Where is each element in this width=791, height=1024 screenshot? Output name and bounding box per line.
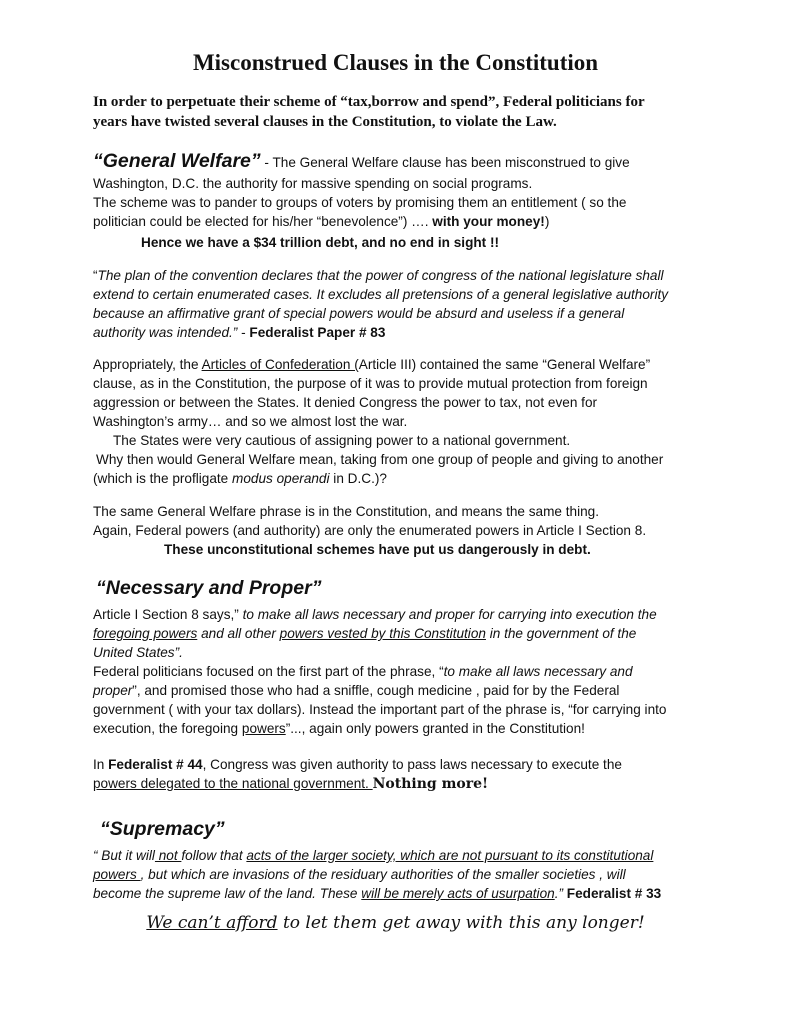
underlined-text: acts of the larger society, which are not pursuant to its constitutional	[246, 848, 654, 863]
text-line: The States were very cautious of assigning power to a national government.	[113, 433, 571, 448]
underlined-text: We can’t afford	[146, 913, 278, 933]
text-line: government ( with your tax dollars). Instead the important part of the phrase is, “for carrying into	[93, 702, 667, 717]
intro-line-1: In order to perpetuate their scheme of “tax,borrow and spend”, Federal politicians for	[93, 94, 645, 110]
text-line	[93, 469, 387, 488]
text-line	[93, 605, 657, 624]
general-welfare-line-1	[93, 150, 630, 173]
text-span: ”, and promised those who had a sniffle, cough medicine , paid for by the Federal	[132, 683, 620, 698]
text-line	[93, 681, 619, 700]
underlined-text: foregoing powers	[93, 626, 198, 641]
necessary-proper-heading: “Necessary and Proper”	[96, 577, 322, 599]
text-span: Article I Section 8 says,”	[93, 607, 243, 622]
supremacy-heading: “Supremacy”	[100, 818, 225, 840]
text-line: Washington, D.C. the authority for massive spending on social programs.	[93, 176, 533, 191]
quote-source: Federalist Paper # 83	[249, 325, 386, 340]
text-span: (which is the profligate	[93, 471, 233, 486]
italic-text: .”	[554, 886, 563, 901]
quote-line: because an affirmative grant of special powers would be absurd and useless if a general	[93, 306, 625, 321]
text-line: aggression or between the States. It denied Congress the power to tax, not even for	[93, 395, 598, 410]
text-span: Appropriately, the	[93, 357, 202, 372]
quote-line: extend to certain enumerated cases. It excludes all pretensions of a general legislative authority	[93, 287, 669, 302]
debt-statement: Hence we have a $34 trillion debt, and no end in sight !!	[141, 235, 500, 250]
nothing-more-text: Nothing more!	[372, 776, 489, 792]
text-span: )	[544, 214, 550, 229]
text-line	[93, 624, 636, 643]
quote-line	[93, 266, 664, 285]
text-line	[93, 846, 653, 865]
intro-line-2: years have twisted several clauses in the Constitution, to violate the Law.	[93, 114, 557, 130]
underlined-text: will be merely acts of usurpation	[361, 886, 555, 901]
text-line	[93, 884, 661, 903]
articles-link: Articles of Confederation (	[201, 357, 359, 372]
text-line: Why then would General Welfare mean, taking from one group of people and giving to another	[96, 452, 664, 467]
quote-mark: “	[93, 268, 98, 283]
text-span: Article III) contained the same “General Welfare”	[358, 357, 651, 372]
general-welfare-heading: “General Welfare”	[93, 150, 261, 172]
underlined-text: powers	[93, 867, 141, 882]
text-line: The same General Welfare phrase is in the Constitution, and means the same thing.	[93, 504, 600, 519]
text-span: , Congress was given authority to pass laws necessary to execute the	[202, 757, 622, 772]
text-span: in the government of the	[485, 626, 637, 641]
text-line: Again, Federal powers (and authority) are only the enumerated powers in Article I Section 8.	[93, 523, 647, 538]
debt-warning: These unconstitutional schemes have put us dangerously in debt.	[164, 542, 591, 557]
text-span: execution, the foregoing	[93, 721, 242, 736]
text-span: Federal politicians focused on the first part of the phrase, “	[93, 664, 444, 679]
text-line	[93, 355, 650, 374]
text-line	[93, 774, 488, 794]
italic-text: become the supreme law of the land. These	[93, 886, 362, 901]
text-line	[93, 662, 633, 681]
closing-statement	[0, 913, 791, 933]
italic-text: to make all laws necessary and	[443, 664, 633, 679]
text-span: and all other	[197, 626, 280, 641]
general-welfare-text: - The General Welfare clause has been misconstrued to give	[260, 155, 630, 170]
text-span: ”..., again only powers granted in the Constitution!	[285, 721, 585, 736]
text-span: In	[93, 757, 109, 772]
italic-text: modus operandi	[232, 471, 330, 486]
quote-source: Federalist # 33	[563, 886, 662, 901]
text-line	[93, 212, 549, 231]
text-line: United States”.	[93, 645, 183, 660]
text-line: The scheme was to pander to groups of voters by promising them an entitlement ( so the	[93, 195, 627, 210]
text-span: “ But it will	[93, 848, 155, 863]
text-line: Washington’s army… and so we almost lost the war.	[93, 414, 408, 429]
federalist-reference: Federalist # 44	[108, 757, 203, 772]
emphasis-text: with your money!	[432, 214, 545, 229]
underlined-text: powers	[241, 721, 286, 736]
text-span: -	[237, 325, 250, 340]
text-span: , but which are invasions of the residuary authorities of the smaller societies , will	[140, 867, 626, 882]
underlined-text: powers vested by this Constitution	[279, 626, 486, 641]
text-line: clause, as in the Constitution, the purpose of it was to provide mutual protection from foreign	[93, 376, 648, 391]
underlined-text: powers delegated to the national government.	[93, 776, 373, 791]
closing-text: to let them get away with this any longer!	[277, 913, 645, 933]
quote-text: authority was intended.”	[93, 325, 238, 340]
text-line	[93, 719, 585, 738]
underlined-text: not	[154, 848, 182, 863]
text-span: in D.C.)?	[329, 471, 387, 486]
quote-line	[93, 323, 385, 342]
text-line	[93, 865, 626, 884]
text-span: follow that	[181, 848, 247, 863]
text-line	[93, 755, 622, 774]
italic-text: proper	[93, 683, 133, 698]
page-title: Misconstrued Clauses in the Constitution	[192, 50, 599, 75]
italic-text: to make all laws necessary and proper for carrying into execution the	[242, 607, 657, 622]
quote-text: The plan of the convention declares that the power of congress of the national legislature shall	[97, 268, 664, 283]
text-span: politician could be elected for his/her “benevolence”) ….	[93, 214, 433, 229]
